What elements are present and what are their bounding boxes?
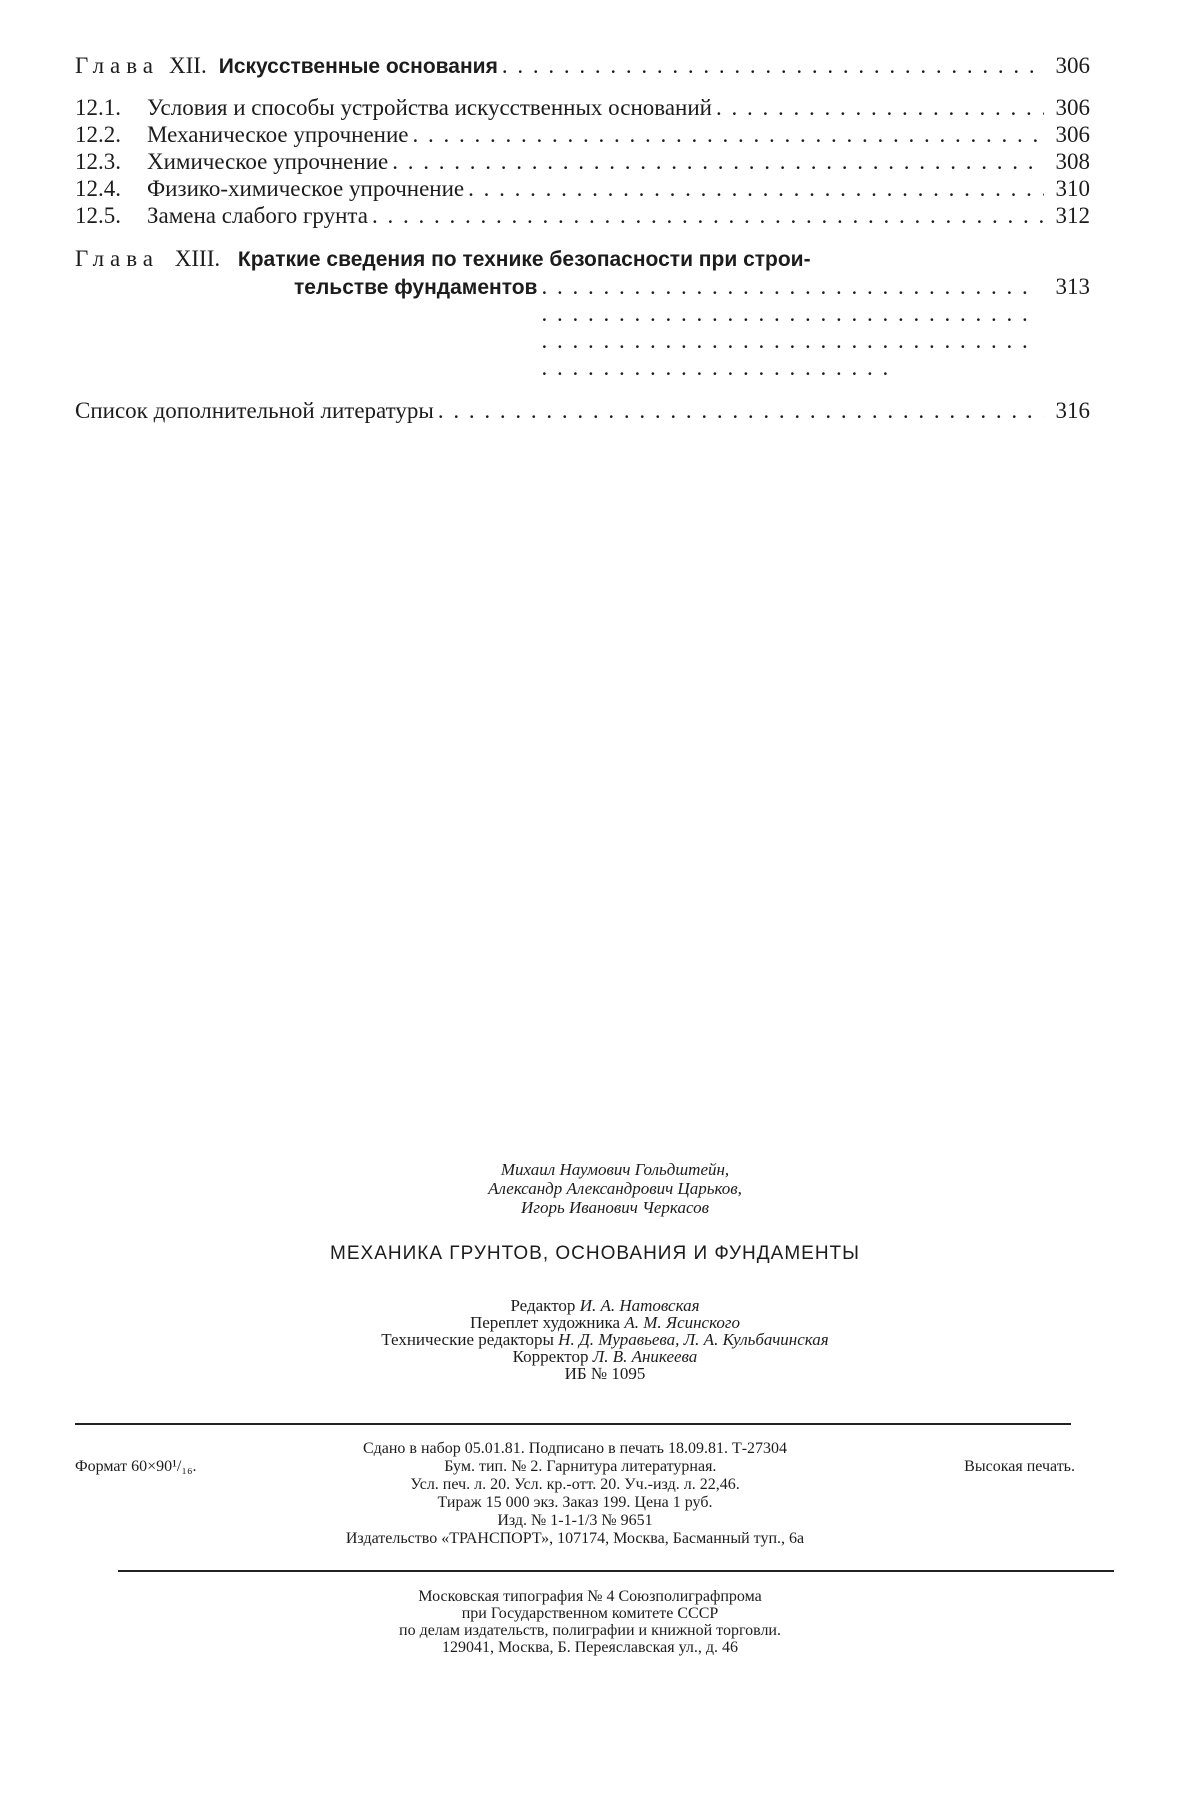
page-number: 306 — [1055, 95, 1090, 120]
page-number: 316 — [1055, 398, 1090, 423]
book-title: МЕХАНИКА ГРУНТОВ, ОСНОВАНИЯ И ФУНДАМЕНТЫ — [330, 1243, 860, 1264]
section-title: Физико-химическое упрочнение — [147, 176, 465, 201]
toc-section — [75, 175, 1090, 202]
toc-chapter-13 — [75, 245, 1090, 381]
toc-chapter-12 — [75, 52, 1090, 80]
toc-section — [75, 94, 1090, 121]
ib-number: ИБ № 1095 — [564, 1364, 646, 1383]
author: Михаил Наумович Гольдштейн, — [500, 1160, 730, 1179]
printer-line: 129041, Москва, Б. Переяславская ул., д. 46 — [441, 1639, 738, 1656]
pub-line: Сдано в набор 05.01.81. Подписано в печать 18.09.81. Т-27304 — [362, 1440, 788, 1457]
printer-line: при Государственном комитете СССР — [461, 1605, 719, 1622]
printer-line: по делам издательств, полиграфии и книжной торговли. — [399, 1622, 781, 1639]
author: Игорь Иванович Черкасов — [521, 1198, 709, 1217]
page-number: 308 — [1055, 149, 1090, 174]
chapter-title-continued: тельстве фундаментов — [294, 276, 538, 299]
chapter-number: XIII. — [174, 246, 221, 271]
dot-leader — [716, 94, 1044, 121]
staff-name: И. А. Натовская — [579, 1296, 700, 1315]
format-right: Высокая печать. — [964, 1458, 1075, 1475]
printer-info — [160, 1588, 1020, 1656]
staff-name: Н. Д. Муравьева, Л. А. Кульбачинская — [558, 1330, 829, 1349]
toc-section — [75, 121, 1090, 148]
imprint — [75, 1160, 1115, 1382]
page-number: 313 — [1055, 274, 1090, 299]
chapter-title: Краткие сведения по технике безопасности при строи- — [237, 248, 811, 271]
dot-leader — [468, 175, 1044, 202]
staff-line — [95, 1348, 1115, 1365]
author: Александр Александрович Царьков, — [488, 1179, 742, 1198]
section-title: Условия и способы устройства искусственных оснований — [147, 95, 712, 120]
chapter-title: Искусственные основания — [218, 55, 498, 78]
dot-leader — [372, 202, 1044, 229]
staff-role: Технические редакторы — [381, 1330, 554, 1349]
staff-role: Корректор — [512, 1347, 589, 1366]
dot-leader — [541, 273, 1044, 381]
chapter-label: Глава — [75, 53, 160, 78]
section-number: 12.3. — [75, 149, 121, 174]
staff-name: Л. В. Аникеева — [592, 1347, 698, 1366]
printer-line: Московская типография № 4 Союзполиграфпрома — [418, 1588, 762, 1605]
dot-leader — [438, 397, 1044, 424]
toc-section — [75, 148, 1090, 175]
pub-line: Изд. № 1-1-1/3 № 9651 — [497, 1512, 653, 1529]
page-number: 310 — [1055, 176, 1090, 201]
dot-leader — [413, 121, 1044, 148]
toc-section — [75, 202, 1090, 229]
page-number: 306 — [1055, 53, 1090, 78]
dot-leader — [502, 52, 1044, 79]
divider — [118, 1570, 1114, 1572]
staff-credits — [95, 1297, 1115, 1382]
section-number: 12.4. — [75, 176, 121, 201]
dot-leader — [392, 148, 1044, 175]
staff-name: А. М. Ясинского — [624, 1313, 741, 1332]
chapter-label: Глава — [75, 246, 160, 271]
staff-line — [95, 1297, 1115, 1314]
authors — [115, 1160, 1115, 1217]
page-number: 312 — [1055, 203, 1090, 228]
format-line — [75, 1458, 1075, 1476]
pub-line: Тираж 15 000 экз. Заказ 199. Цена 1 руб. — [437, 1494, 713, 1511]
format-left: Формат 60×90¹/₁₆. — [75, 1458, 197, 1475]
chapter-number: XII. — [169, 53, 207, 78]
section-title: Замена слабого грунта — [147, 203, 368, 228]
section-number: 12.5. — [75, 203, 121, 228]
section-number: 12.1. — [75, 95, 121, 120]
section-number: 12.2. — [75, 122, 121, 147]
toc-references — [75, 397, 1090, 424]
staff-line — [95, 1314, 1115, 1331]
format-mid: Бум. тип. № 2. Гарнитура литературная. — [444, 1458, 717, 1475]
page-number: 306 — [1055, 122, 1090, 147]
section-title: Механическое упрочнение — [147, 122, 409, 147]
references-title: Список дополнительной литературы — [75, 398, 434, 423]
pub-line: Усл. печ. л. 20. Усл. кр.-отт. 20. Уч.-изд. л. 22,46. — [410, 1476, 740, 1493]
section-title: Химическое упрочнение — [147, 149, 389, 174]
staff-line — [95, 1331, 1115, 1348]
divider — [75, 1423, 1071, 1425]
staff-role: Редактор — [510, 1296, 576, 1315]
table-of-contents — [75, 52, 1090, 424]
publisher-line: Издательство «ТРАНСПОРТ», 107174, Москва, Басманный туп., 6а — [345, 1530, 805, 1547]
publishing-details — [75, 1440, 1075, 1548]
staff-role: Переплет художника — [469, 1313, 621, 1332]
